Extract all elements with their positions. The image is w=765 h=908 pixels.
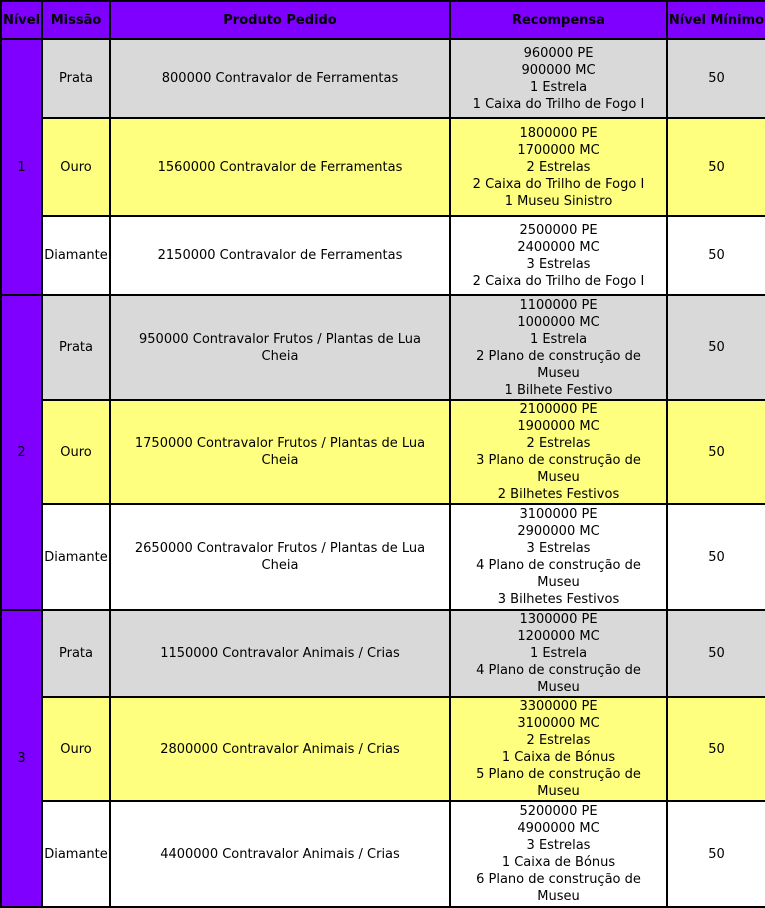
reward-line: 1 Museu Sinistro [504,193,613,209]
reward-line: 4900000 MC [517,821,600,836]
header-produto: Produto Pedido [110,1,450,39]
reward-line: Museu [537,365,580,381]
reward-line: 1 Bilhete Festivo [504,382,613,398]
header-missao: Missão [42,1,110,39]
table-row [1,504,765,610]
reward-line: 3 Estrelas [526,256,591,272]
reward-line: 1900000 MC [517,419,600,434]
mission-cell: Ouro [42,118,110,216]
reward-cell [450,697,667,801]
product-cell: 1150000 Contravalor Animais / Crias [110,610,450,697]
reward-line: 1 Estrela [529,331,588,347]
mission-cell: Diamante [42,801,110,907]
reward-line: 2 Caixa do Trilho de Fogo I [472,273,645,289]
min-level-cell: 50 [667,504,765,610]
level-cell: 2 [1,295,42,610]
table-row [1,39,765,118]
min-level-cell: 50 [667,216,765,295]
reward-line: 2100000 PE [519,402,598,417]
reward-line: 1 Caixa do Trilho de Fogo I [472,96,645,112]
reward-line: 3 Bilhetes Festivos [497,592,620,607]
reward-cell [450,504,667,610]
mission-cell: Ouro [42,697,110,801]
reward-cell [450,216,667,295]
mission-cell: Prata [42,295,110,400]
reward-line: Museu [537,889,580,904]
product-cell: 1560000 Contravalor de Ferramentas [110,118,450,216]
reward-line: 5 Plano de construção de [476,767,641,782]
product-cell: 2650000 Contravalor Frutos / Plantas de Lua Cheia [110,504,450,610]
reward-line: 1 Estrela [529,646,588,661]
reward-line: 2 Estrelas [526,159,591,175]
reward-line: 1800000 PE [519,125,598,141]
min-level-cell: 50 [667,697,765,801]
reward-line: 1000000 MC [517,314,600,330]
reward-cell [450,118,667,216]
mission-cell: Prata [42,39,110,118]
min-level-cell: 50 [667,400,765,504]
min-level-cell: 50 [667,295,765,400]
reward-line: 1700000 MC [517,142,600,158]
min-level-cell: 50 [667,118,765,216]
reward-line: 4 Plano de construção de [476,558,641,573]
reward-line: 900000 MC [521,62,596,78]
product-cell: 800000 Contravalor de Ferramentas [110,39,450,118]
reward-cell [450,610,667,697]
product-cell: 2800000 Contravalor Animais / Crias [110,697,450,801]
reward-line: 2 Estrelas [526,436,591,451]
reward-line: 5200000 PE [519,804,598,819]
mission-cell: Diamante [42,216,110,295]
min-level-cell: 50 [667,39,765,118]
product-cell: 4400000 Contravalor Animais / Crias [110,801,450,907]
reward-line: Museu [537,784,580,799]
mission-cell: Ouro [42,400,110,504]
reward-cell [450,400,667,504]
reward-line: Museu [537,470,580,485]
mission-cell: Diamante [42,504,110,610]
table-row [1,295,765,400]
reward-line: 1200000 MC [517,629,600,644]
table-body [1,39,765,907]
reward-cell [450,295,667,400]
reward-line: 1100000 PE [519,297,598,313]
reward-line: 2 Plano de construção de [476,348,641,364]
reward-line: 2900000 MC [517,524,600,539]
reward-line: 2500000 PE [519,222,598,238]
table-row [1,216,765,295]
product-cell: 2150000 Contravalor de Ferramentas [110,216,450,295]
reward-line: 1 Caixa de Bónus [501,855,616,870]
reward-line: 4 Plano de construção de [476,663,641,678]
reward-line: Museu [537,680,580,695]
reward-line: 2 Estrelas [526,733,591,748]
reward-line: 1 Caixa de Bónus [501,750,616,765]
header-recompensa: Recompensa [450,1,667,39]
product-cell: 950000 Contravalor Frutos / Plantas de Lua Cheia [110,295,450,400]
reward-line: 2400000 MC [517,239,600,255]
level-cell: 3 [1,610,42,907]
reward-line: 3 Estrelas [526,838,591,853]
reward-line: 6 Plano de construção de [476,872,641,887]
reward-line: 960000 PE [523,45,594,61]
reward-line: 3100000 MC [517,716,600,731]
min-level-cell: 50 [667,801,765,907]
reward-line: 2 Caixa do Trilho de Fogo I [472,176,645,192]
reward-line: 3 Plano de construção de [476,453,641,468]
reward-line: 3100000 PE [519,507,598,522]
table-row [1,801,765,907]
header-nivel: Nível [1,1,42,39]
reward-line: 1 Estrela [529,79,588,95]
header-nivel-minimo: Nível Mínimo [667,1,765,39]
mission-cell: Prata [42,610,110,697]
reward-line: 1300000 PE [519,612,598,627]
reward-line: 3300000 PE [519,699,598,714]
reward-cell [450,801,667,907]
table-row [1,697,765,801]
header-row [1,1,765,39]
reward-line: Museu [537,575,580,590]
table-row [1,610,765,697]
table-row [1,118,765,216]
min-level-cell: 50 [667,610,765,697]
reward-line: 2 Bilhetes Festivos [497,487,620,502]
reward-line: 3 Estrelas [526,541,591,556]
level-cell: 1 [1,39,42,295]
product-cell: 1750000 Contravalor Frutos / Plantas de Lua Cheia [110,400,450,504]
table-row [1,400,765,504]
reward-cell [450,39,667,118]
